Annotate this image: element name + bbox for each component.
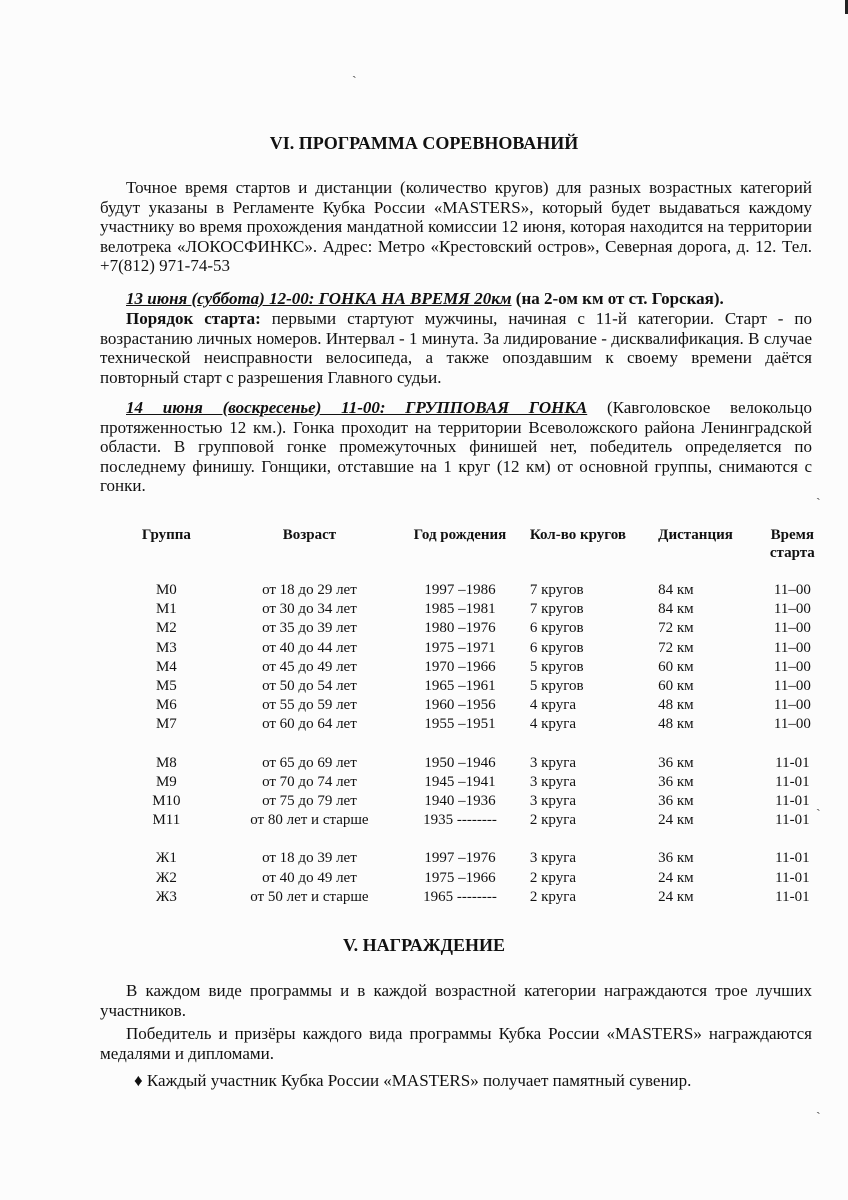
- table-gap-row: [112, 562, 832, 581]
- cell-birth-year: 1980 –1976: [424, 620, 496, 637]
- cell-age: от 40 до 44 лет: [262, 639, 357, 656]
- cell-age: от 55 до 59 лет: [262, 697, 357, 714]
- table-row: [112, 600, 832, 619]
- cell-group: М11: [152, 812, 181, 829]
- award-bullet-line: [134, 1071, 814, 1091]
- cell-laps: 2 круга: [529, 869, 577, 886]
- cell-distance: 84 км: [658, 582, 694, 598]
- table-row: [112, 581, 832, 600]
- scan-speck: ˎ: [816, 797, 821, 812]
- intro-paragraph: [100, 178, 812, 276]
- cell-age: от 18 до 29 лет: [262, 582, 357, 598]
- cell-laps: 6 кругов: [529, 620, 584, 637]
- cell-laps: 2 круга: [529, 812, 577, 829]
- cell-age: от 45 до 49 лет: [262, 658, 357, 675]
- cell-distance: 84 км: [658, 601, 694, 618]
- header-start-time: Время старта: [769, 527, 815, 561]
- table-row: [112, 754, 832, 773]
- award-text-1: В каждом виде программы и в каждой возрастной категории награждаются трое лучших участников.: [100, 981, 812, 1020]
- cell-group: М8: [155, 754, 177, 771]
- cell-laps: 3 круга: [529, 754, 577, 771]
- cell-distance: 72 км: [658, 639, 694, 656]
- cell-laps: 6 кругов: [529, 639, 584, 656]
- cell-distance: 48 км: [658, 697, 694, 714]
- award-paragraph-2: [100, 1024, 812, 1063]
- award-text-2: Победитель и призёры каждого вида программы Кубка России «MASTERS» награждаются медалями и дипломами.: [100, 1024, 812, 1063]
- cell-laps: 3 круга: [529, 793, 577, 810]
- cell-group: Ж3: [155, 888, 177, 905]
- cell-age: от 50 лет и старше: [250, 888, 369, 905]
- cell-distance: 36 км: [658, 793, 694, 810]
- start-order-paragraph: [100, 309, 812, 387]
- header-group: Группа: [141, 527, 191, 543]
- cell-birth-year: 1935 --------: [423, 812, 497, 829]
- cell-start-time: 11-01: [775, 812, 810, 829]
- cell-start-time: 11–00: [773, 582, 811, 598]
- cell-start-time: 11–00: [773, 678, 811, 695]
- cell-distance: 24 км: [658, 812, 694, 829]
- start-order-label: Порядок старта:: [126, 309, 261, 328]
- cell-start-time: 11–00: [773, 620, 811, 637]
- cell-start-time: 11–00: [773, 639, 811, 656]
- race2-paragraph: [100, 398, 812, 496]
- header-birth-year: Год рождения: [413, 527, 507, 543]
- table-row: [112, 792, 832, 811]
- cell-group: М9: [155, 773, 177, 790]
- cell-birth-year: 1960 –1956: [424, 697, 496, 714]
- cell-start-time: 11–00: [773, 716, 811, 733]
- table-row: [112, 658, 832, 677]
- cell-laps: 7 кругов: [529, 601, 584, 618]
- cell-distance: 48 км: [658, 716, 694, 733]
- table-row: [112, 619, 832, 638]
- cell-group: М2: [155, 620, 177, 637]
- cell-laps: 5 кругов: [529, 658, 584, 675]
- race2-title: 14 июня (воскресенье) 11-00: ГРУППОВАЯ ГОНКА: [126, 398, 588, 417]
- table-gap-row: [112, 830, 832, 849]
- cell-start-time: 11-01: [775, 754, 810, 771]
- cell-start-time: 11-01: [775, 793, 810, 810]
- cell-start-time: 11-01: [775, 773, 810, 790]
- cell-group: М0: [155, 582, 177, 598]
- cell-distance: 36 км: [658, 773, 694, 790]
- cell-age: от 40 до 49 лет: [262, 869, 357, 886]
- cell-distance: 72 км: [658, 620, 694, 637]
- section-5-title: V. НАГРАЖДЕНИЕ: [342, 935, 506, 955]
- cell-birth-year: 1955 –1951: [424, 716, 496, 733]
- cell-laps: 3 круга: [529, 773, 577, 790]
- cell-laps: 4 круга: [529, 716, 577, 733]
- section-6-title: VI. ПРОГРАММА СОРЕВНОВАНИЙ: [269, 133, 579, 153]
- race2-text: (Кавголовское велокольцо протяженностью 12 км.). Гонка проходит на территории Всеволожского района Ленинградской области. В групповой гонке промежуточных финишей нет, победитель определяется по последнему финишу. Гонщики, отставшие на 1 круг (12 км) от основной группы, снимаются с гонки.: [100, 398, 812, 496]
- cell-distance: 60 км: [658, 678, 694, 695]
- table-gap-row: [112, 735, 832, 754]
- race1-title: 13 июня (суббота) 12-00: ГОНКА НА ВРЕМЯ 20км: [126, 289, 512, 308]
- table-row: [112, 869, 832, 888]
- cell-birth-year: 1950 –1946: [424, 754, 496, 771]
- cell-group: М5: [155, 678, 177, 695]
- intro-text: Точное время стартов и дистанции (количество кругов) для разных возрастных категорий будут указаны в Регламенте Кубка России «MASTERS», который будет выдаваться каждому участнику во время прохождения мандатной комиссии 12 июня, которая находится на территории велотрека «ЛОКОСФИНКС». Адрес: Метро «Крестовский остров», Северная дорога, д. 12. Тел. +7(812) 971-74-53: [100, 178, 812, 276]
- header-laps: Кол-во кругов: [529, 527, 626, 543]
- table-row: [112, 888, 832, 907]
- gap-cell: [112, 562, 832, 581]
- cell-age: от 75 до 79 лет: [262, 793, 357, 810]
- award-paragraph-1: [100, 981, 812, 1020]
- gap-cell: [112, 735, 832, 754]
- cell-group: Ж1: [155, 850, 177, 867]
- cell-age: от 80 лет и старше: [250, 812, 369, 829]
- race1-line: [100, 289, 812, 309]
- cell-birth-year: 1940 –1936: [424, 793, 496, 810]
- program-table: [112, 526, 832, 907]
- cell-start-time: 11–00: [773, 601, 811, 618]
- cell-group: М6: [155, 697, 177, 714]
- gap-cell: [112, 830, 832, 849]
- table-row: [112, 696, 832, 715]
- cell-age: от 60 до 64 лет: [262, 716, 357, 733]
- cell-age: от 18 до 39 лет: [262, 850, 357, 867]
- cell-birth-year: 1985 –1981: [424, 601, 496, 618]
- cell-laps: 3 круга: [529, 850, 577, 867]
- cell-laps: 5 кругов: [529, 678, 584, 695]
- table-body: [112, 562, 832, 907]
- scan-speck: ˏ: [352, 64, 357, 79]
- table-row: [112, 811, 832, 830]
- table-row: [112, 639, 832, 658]
- cell-age: от 30 до 34 лет: [262, 601, 357, 618]
- header-distance: Дистанция: [658, 527, 733, 543]
- table-row: [112, 715, 832, 734]
- cell-laps: 4 круга: [529, 697, 577, 714]
- cell-age: от 70 до 74 лет: [262, 773, 357, 790]
- cell-laps: 2 круга: [529, 888, 577, 905]
- cell-distance: 36 км: [658, 754, 694, 771]
- cell-start-time: 11-01: [775, 888, 810, 905]
- cell-age: от 65 до 69 лет: [262, 754, 357, 771]
- cell-start-time: 11–00: [773, 658, 811, 675]
- cell-age: от 35 до 39 лет: [262, 620, 357, 637]
- table-header-row: [112, 526, 832, 562]
- cell-age: от 50 до 54 лет: [262, 678, 357, 695]
- cell-birth-year: 1997 –1986: [424, 582, 496, 598]
- award-bullet: ♦ Каждый участник Кубка России «MASTERS» получает памятный сувенир.: [134, 1071, 692, 1090]
- cell-distance: 24 км: [658, 888, 694, 905]
- table-row: [112, 677, 832, 696]
- header-age: Возраст: [282, 527, 337, 543]
- cell-start-time: 11-01: [775, 869, 810, 886]
- cell-group: М10: [152, 793, 181, 810]
- cell-group: М3: [155, 639, 177, 656]
- cell-group: М4: [155, 658, 177, 675]
- scan-speck: ˎ: [816, 1100, 821, 1115]
- table-row: [112, 849, 832, 868]
- cell-distance: 36 км: [658, 850, 694, 867]
- cell-group: М7: [155, 716, 177, 733]
- cell-laps: 7 кругов: [529, 582, 584, 598]
- cell-birth-year: 1965 --------: [423, 888, 497, 905]
- cell-start-time: 11–00: [773, 697, 811, 714]
- start-order-text: первыми стартуют мужчины, начиная с 11-й категории. Старт - по возрастанию личных номеров. Интервал - 1 минута. За лидирование - дисквалификация. В случае технической неисправности велосипеда, а также опоздавшим к своему времени даётся повторный старт с разрешения Главного судьи.: [100, 309, 813, 387]
- cell-start-time: 11-01: [775, 850, 810, 867]
- cell-group: М1: [155, 601, 177, 618]
- cell-distance: 60 км: [658, 658, 694, 675]
- cell-birth-year: 1945 –1941: [424, 773, 496, 790]
- cell-birth-year: 1975 –1966: [424, 869, 496, 886]
- cell-birth-year: 1970 –1966: [424, 658, 496, 675]
- cell-birth-year: 1975 –1971: [424, 639, 496, 656]
- cell-distance: 24 км: [658, 869, 694, 886]
- cell-birth-year: 1997 –1976: [424, 850, 496, 867]
- cell-group: Ж2: [155, 869, 177, 886]
- cell-birth-year: 1965 –1961: [424, 678, 496, 695]
- race1-place: (на 2-ом км от ст. Горская).: [511, 289, 724, 308]
- scan-speck: ˎ: [816, 486, 821, 501]
- table-row: [112, 773, 832, 792]
